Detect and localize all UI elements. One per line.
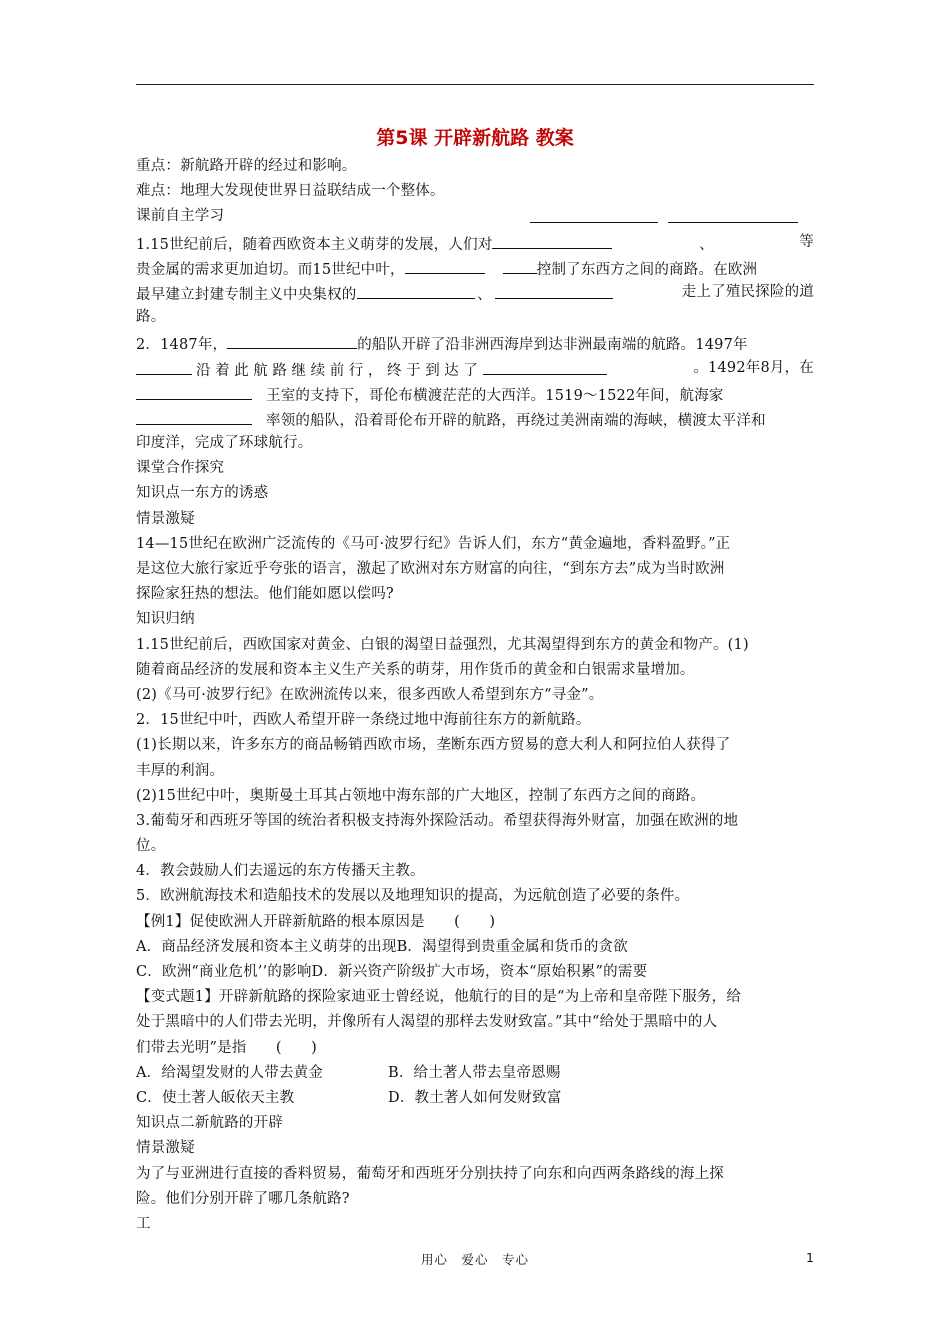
q1-sep: 、	[477, 286, 492, 303]
paragraph-line: 2．15世纪中叶，西欧人希望开辟一条绕过地中海前往东方的新航路。	[136, 712, 591, 729]
option-b[interactable]: B．给土著人带去皇帝恩赐	[388, 1064, 561, 1081]
example-1-stem: 【例1】促使欧洲人开辟新航路的根本原因是 ( )	[136, 913, 496, 930]
page-number: 1	[806, 1250, 814, 1265]
q1-line-1	[136, 230, 814, 255]
example-1-options-cd: C．欧洲“商业危机’’的影响D．新兴资产阶级扩大市场，资本“原始积累”的需要	[136, 964, 648, 980]
q2-line-5: 印度洋，完成了环球航行。	[136, 435, 313, 452]
section-heading: 课堂合作探究	[136, 460, 225, 477]
variant-1-line: 们带去光明”是指 ( )	[136, 1039, 318, 1056]
fill-blank[interactable]	[405, 255, 485, 274]
fill-blank[interactable]	[483, 356, 607, 375]
q2-text: 王室的支持下，哥伦布横渡茫茫的大西洋。1519～1522年间，航海家	[266, 387, 724, 404]
q1-text: 1.15世纪前后，随着西欧资本主义萌芽的发展，人们对	[136, 236, 493, 253]
paragraph-line: 工	[136, 1215, 151, 1232]
paragraph-line: 丰厚的利润。	[136, 762, 225, 779]
paragraph-line: 位。	[136, 838, 166, 855]
q1-line-2	[136, 255, 814, 280]
header-rule	[136, 84, 814, 85]
q2-text: 2．1487年，	[136, 337, 228, 354]
q1-text: 等	[799, 233, 814, 250]
q2-line-2	[136, 356, 814, 381]
q1-text: 控制了东西方之间的商路。在欧洲	[536, 261, 758, 278]
fill-blank[interactable]	[503, 255, 537, 274]
variant-1-line: 处于黑暗中的人们带去光明，并像所有人渴望的那样去发财致富。”其中“给处于黑暗中的人	[136, 1014, 718, 1031]
paragraph-line: 14—15世纪在欧洲广泛流传的《马可·波罗行纪》告诉人们，东方“黄金遍地，香料盈野。”正	[136, 535, 731, 552]
q2-text: 沿着此航路继续前行，终于到达了	[196, 362, 483, 379]
q1-text: 贵金属的需求更加迫切。而15世纪中叶，	[136, 261, 405, 278]
fill-blank[interactable]	[357, 280, 475, 299]
sub-heading: 情景激疑	[136, 1140, 195, 1157]
paragraph-line: 险。他们分别开辟了哪几条航路?	[136, 1190, 350, 1207]
variant-1-options-ab	[136, 1061, 814, 1086]
difficulty-line: 难点：地理大发现使世界日益联结成一个整体。	[136, 183, 445, 200]
q1-line-3	[136, 280, 814, 305]
q2-line-3	[136, 381, 814, 406]
fill-blank[interactable]	[668, 222, 798, 223]
paragraph-line: 3.葡萄牙和西班牙等国的统治者积极支持海外探险活动。希望获得海外财富，加强在欧洲的地	[136, 812, 739, 829]
paragraph-line: 探险家狂热的想法。他们能如愿以偿吗?	[136, 586, 394, 603]
paragraph-line: 5．欧洲航海技术和造船技术的发展以及地理知识的提高，为远航创造了必要的条件。	[136, 888, 690, 905]
q1-text: 最早建立封建专制主义中央集权的	[136, 286, 357, 303]
variant-1-line: 【变式题1】开辟新航路的探险家迪亚士曾经说，他航行的目的是“为上帝和皇帝陛下服务，给	[136, 989, 742, 1006]
fill-blank[interactable]	[495, 280, 613, 299]
paragraph-line: 是这位大旅行家近乎夸张的语言，激起了欧洲对东方财富的向往，“到东方去”成为当时欧洲	[136, 561, 725, 577]
paragraph-line: 随着商品经济的发展和资本主义生产关系的萌芽，用作货币的黄金和白银需求量增加。	[136, 661, 695, 678]
q1-sep: 、	[699, 236, 714, 253]
document-body	[136, 124, 814, 1237]
paragraph-line: (2)15世纪中叶，奥斯曼土耳其占领地中海东部的广大地区，控制了东西方之间的商路。	[136, 787, 706, 804]
section-heading: 课前自主学习	[136, 208, 225, 225]
fill-blank[interactable]	[530, 222, 658, 223]
option-d[interactable]: D．教土著人如何发财致富	[388, 1089, 562, 1106]
q2-line-1	[136, 330, 814, 355]
paragraph-line: 1.15世纪前后，西欧国家对黄金、白银的渴望日益强烈，尤其渴望得到东方的黄金和物产。(1)	[136, 636, 749, 653]
sub-heading: 情景激疑	[136, 510, 195, 527]
key-point-line: 重点：新航路开辟的经过和影响。	[136, 158, 357, 174]
q2-text: 率领的船队，沿着哥伦布开辟的航路，再绕过美洲南端的海峡，横渡太平洋和	[266, 412, 766, 429]
q1-line-4: 路。	[136, 309, 166, 326]
knowledge-point-heading: 知识点二新航路的开辟	[136, 1115, 283, 1132]
example-1-options-ab: A．商品经济发展和资本主义萌芽的出现B．渴望得到贵重金属和货币的贪欲	[136, 938, 628, 955]
paragraph-line: 4．教会鼓励人们去遥远的东方传播天主教。	[136, 863, 425, 880]
fill-blank[interactable]	[136, 381, 252, 400]
fill-blank[interactable]	[227, 330, 357, 349]
option-c[interactable]: C．使土著人皈依天主教	[136, 1089, 295, 1106]
q2-text: 。1492年8月，在	[693, 359, 814, 376]
page-footer	[0, 1250, 950, 1268]
fill-blank[interactable]	[136, 406, 252, 425]
variant-1-options-cd	[136, 1086, 814, 1111]
page-title: 第5课 开辟新航路 教案	[376, 127, 574, 149]
footer-motto: 用心 爱心 专心	[420, 1252, 529, 1267]
sub-heading: 知识归纳	[136, 611, 195, 628]
fill-blank[interactable]	[136, 356, 192, 375]
option-a[interactable]: A．给渴望发财的人带去黄金	[136, 1064, 324, 1081]
fill-blank[interactable]	[492, 230, 612, 249]
paragraph-line: 为了与亚洲进行直接的香料贸易，葡萄牙和西班牙分别扶持了向东和向西两条路线的海上探	[136, 1165, 724, 1182]
paragraph-line: (1)长期以来，许多东方的商品畅销西欧市场，垄断东西方贸易的意大利人和阿拉伯人获得了	[136, 737, 731, 754]
q2-text: 的船队开辟了沿非洲西海岸到达非洲最南端的航路。1497年	[357, 337, 748, 354]
q1-text: 走上了殖民探险的道	[681, 283, 814, 300]
knowledge-point-heading: 知识点一东方的诱惑	[136, 485, 269, 502]
q2-line-4	[136, 406, 814, 431]
paragraph-line: (2)《马可·波罗行纪》在欧洲流传以来，很多西欧人希望到东方“寻金”。	[136, 686, 604, 703]
